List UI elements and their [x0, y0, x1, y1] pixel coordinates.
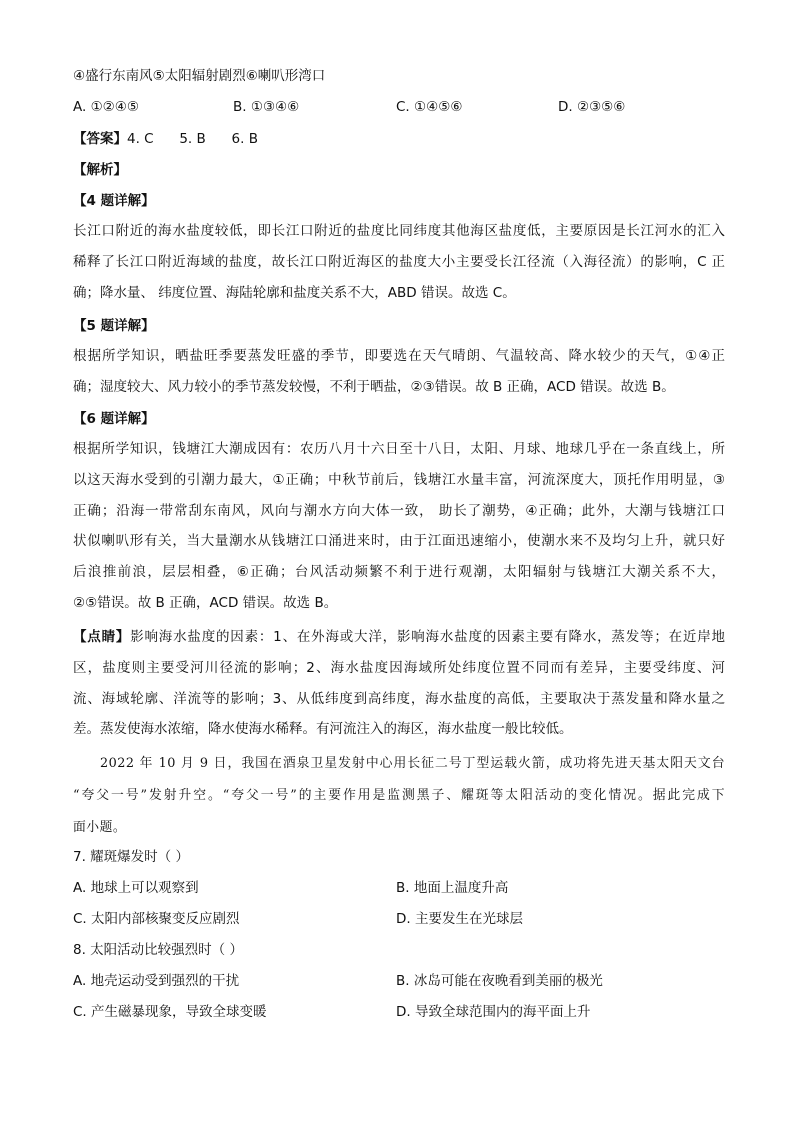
text-line: 根据所学知识，晒盐旺季要蒸发旺盛的季节，即要选在天气晴朗、气温较高、降水较少的天气，①④正 [73, 348, 725, 364]
q4-explanation [73, 216, 725, 308]
answer-label: 【答案】 [73, 131, 127, 147]
q8-option-c: C. 产生磁暴现象，导致全球变暖 [73, 1004, 267, 1020]
text-line: ②⑤错误。故 B 正确，ACD 错误。故选 B。 [73, 594, 338, 611]
answer-line [73, 129, 258, 149]
q7-option-b: B. 地面上温度升高 [396, 880, 509, 896]
q8-stem: 8. 太阳活动比较强烈时（ ） [73, 942, 243, 958]
option-c: C. ①④⑤⑥ [396, 99, 463, 115]
q6-heading: 【6 题详解】 [73, 411, 155, 427]
text-line: 流、海域轮廓、洋流等的影响；3、从低纬度到高纬度，海水盐度的高低，主要取决于蒸发量和降水量之 [73, 690, 725, 707]
text-line: 以这天海水受到的引潮力最大，①正确；中秋节前后，钱塘江水量丰富，河流深度大，顶托作用明显，③ [73, 471, 725, 488]
q5-heading: 【5 题详解】 [73, 318, 155, 334]
tip-section [73, 622, 725, 745]
text-line: 确；降水量、 纬度位置、海陆轮廓和盐度关系不大，ABD 错误。故选 C。 [73, 284, 516, 301]
text-line: 差。蒸发使海水浓缩，降水使海水稀释。有河流注入的海区，海水盐度一般比较低。 [73, 721, 573, 738]
q6-statements: ④盛行东南风⑤太阳辐射剧烈⑥喇叭形湾口 [73, 68, 326, 84]
tip-label: 【点睛】 [73, 629, 131, 645]
text-line: 稀释了长江口附近海域的盐度，故长江口附近海区的盐度大小主要受长江径流（入海径流）的影响，C 正 [73, 253, 725, 270]
q7-option-d: D. 主要发生在光球层 [396, 911, 523, 927]
q4-heading: 【4 题详解】 [73, 193, 155, 209]
text-line: 确；湿度较大、风力较小的季节蒸发较慢，不利于晒盐，②③错误。故 B 正确，ACD 错误。故选 B。 [73, 378, 675, 395]
text-line: 状似喇叭形有关，当大量潮水从钱塘江口涌进来时，由于江面迅速缩小，使潮水来不及均匀上升，就只好 [73, 533, 725, 550]
answer-text: 4. C 5. B 6. B [127, 131, 258, 147]
q8-option-d: D. 导致全球范围内的海平面上升 [396, 1004, 591, 1020]
option-b: B. ①③④⑥ [233, 99, 300, 115]
material-passage [73, 748, 725, 844]
text-line: 长江口附近的海水盐度较低，即长江口附近的盐度比同纬度其他海区盐度低，主要原因是长江河水的汇入 [73, 223, 725, 239]
option-d: D. ②③⑤⑥ [558, 99, 626, 115]
q7-option-c: C. 太阳内部核聚变反应剧烈 [73, 911, 240, 927]
text-line: 正确；沿海一带常刮东南风，风向与潮水方向大体一致， 助长了潮势，④正确；此外，大潮与钱塘江口 [73, 502, 725, 519]
text-line: 面小题。 [73, 820, 127, 835]
text-line [73, 622, 725, 653]
text-line: 根据所学知识，钱塘江大潮成因有：农历八月十六日至十八日，太阳、月球、地球几乎在一条直线上，所 [73, 441, 725, 457]
option-a: A. ①②④⑤ [73, 99, 139, 115]
analysis-label: 【解析】 [73, 162, 127, 178]
text-line: “夸父一号”发射升空。“夸父一号”的主要作用是监测黑子、耀斑等太阳活动的变化情况。据此完成下 [73, 788, 725, 803]
q6-explanation [73, 434, 725, 619]
q8-option-a: A. 地壳运动受到强烈的干扰 [73, 973, 240, 989]
q7-stem: 7. 耀斑爆发时（ ） [73, 849, 189, 865]
text-line: 区，盐度则主要受河川径流的影响；2、海水盐度因海域所处纬度位置不同而有差异，主要受纬度、河 [73, 659, 725, 676]
text-line: 2022 年 10 月 9 日，我国在酒泉卫星发射中心用长征二号丁型运载火箭，成功将先进天基太阳天文台 [100, 756, 725, 771]
q7-option-a: A. 地球上可以观察到 [73, 880, 199, 896]
q8-option-b: B. 冰岛可能在夜晚看到美丽的极光 [396, 973, 603, 989]
tip-line-1: 影响海水盐度的因素：1、在外海或大洋，影响海水盐度的因素主要有降水，蒸发等；在近岸地 [130, 629, 726, 645]
q5-explanation [73, 341, 725, 403]
text-line: 后浪推前浪，层层相叠，⑥正确；台风活动频繁不利于进行观潮，太阳辐射与钱塘江大潮关系不大， [73, 564, 725, 581]
